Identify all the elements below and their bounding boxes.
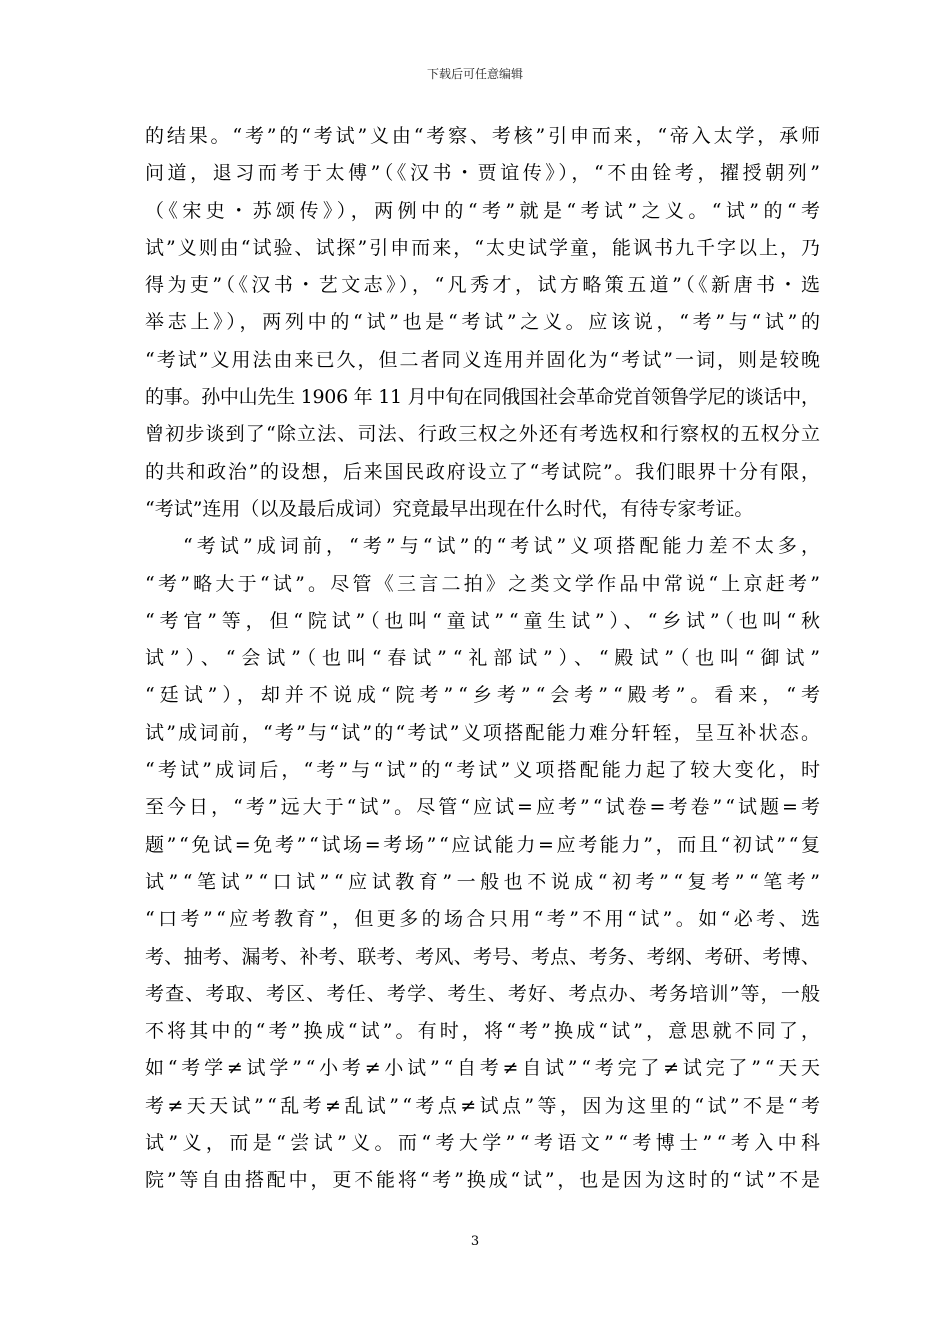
- text-line: 考查、考取、考区、考任、考学、考生、考好、考点办、考务培训”等，一般: [145, 982, 822, 1005]
- text-line: “考试”成词后，“考”与“试”的“考试”义项搭配能力起了较大变化，时: [145, 759, 824, 782]
- text-line: 试”义则由“试验、试探”引申而来，“太史试学童，能讽书九千字以上，乃: [145, 236, 823, 259]
- text-line: “考官”等，但“院试”（也叫“童试”“童生试”）、“乡试”（也叫“秋: [145, 609, 825, 632]
- text-line: 试”义，而是“尝试”义。而“考大学”“考语文”“考博士”“考入中科: [145, 1132, 825, 1155]
- text-line: 试”）、“会试”（也叫“春试”“礼部试”）、“殿试”（也叫“御试”: [145, 647, 826, 670]
- text-line: “考试”成词前，“考”与“试”的“考试”义项搭配能力差不太多，: [183, 535, 825, 558]
- text-line: “廷试”），却并不说成“院考”“乡考”“会考”“殿考”。看来，“考: [145, 684, 825, 707]
- text-line: 至今日，“考”远大于“试”。尽管“应试=应考”“试卷=考卷”“试题=考: [145, 796, 824, 819]
- text-line: 问道，退习而考于太傅”（《汉书・贾谊传》），“不由铨考，擢授朝列”: [145, 162, 824, 185]
- text-line: 得为吏”（《汉书・艺文志》），“凡秀才，试方略策五道”（《新唐书・选: [145, 274, 824, 297]
- text-line: 考≠天天试”“乱考≠乱试”“考点≠试点”等，因为这里的“试”不是“考: [145, 1094, 824, 1117]
- text-line: 试”成词前，“考”与“试”的“考试”义项搭配能力难分轩轾，呈互补状态。: [145, 721, 823, 744]
- text-line: 院”等自由搭配中，更不能将“考”换成“试”，也是因为这时的“试”不是: [145, 1169, 823, 1192]
- page-header: 下载后可任意编辑: [426, 67, 523, 81]
- text-line: 的结果。“考”的“考试”义由“考察、考核”引申而来，“帝入太学，承师: [145, 125, 823, 147]
- text-line: “口考”“应考教育”，但更多的场合只用“考”不用“试”。如“必考、选: [145, 908, 824, 931]
- text-line: “考”略大于“试”。尽管《三言二拍》之类文学作品中常说“上京赶考”: [145, 572, 824, 595]
- paragraph-1: [145, 118, 825, 528]
- text-line: 考、抽考、漏考、补考、联考、考风、考号、考点、考务、考纲、考研、考博、: [145, 945, 821, 968]
- text-line: （《宋史・苏颂传》），两例中的“考”就是“考试”之义。“试”的“考: [145, 199, 825, 222]
- text-line: 不将其中的“考”换成“试”。有时，将“考”换成“试”，意思就不同了，: [145, 1020, 824, 1043]
- text-line: 的共和政治”的设想，后来国民政府设立了“考试院”。我们眼界十分有限，: [145, 460, 822, 483]
- text-line: 如“考学≠试学”“小考≠小试”“自考≠自试”“考完了≠试完了”“天天: [145, 1057, 824, 1080]
- paragraph-2: [145, 528, 826, 1199]
- text-line: 题”“免试=免考”“试场=考场”“应试能力=应考能力”，而且“初试”“复: [145, 833, 823, 856]
- text-line: 试”“笔试”“口试”“应试教育”一般也不说成“初考”“复考”“笔考”: [145, 870, 825, 893]
- text-line: 曾初步谈到了“除立法、司法、行政三权之外还有考选权和行察权的五权分立: [145, 423, 822, 446]
- text-line: 的事。孙中山先生 1906 年 11 月中旬在同俄国社会革命党首领鲁学尼的谈话中，: [145, 386, 820, 409]
- text-line: “考试”义用法由来已久，但二者同义连用并固化为“考试”一词，则是较晚: [145, 348, 823, 371]
- page-number: 3: [470, 1234, 480, 1249]
- document-body: [145, 118, 826, 1200]
- text-line: 举志上》），两列中的“试”也是“考试”之义。应该说，“考”与“试”的: [145, 311, 824, 334]
- text-line: “考试”连用（以及最后成词）究竟最早出现在什么时代，有待专家考证。: [145, 497, 754, 520]
